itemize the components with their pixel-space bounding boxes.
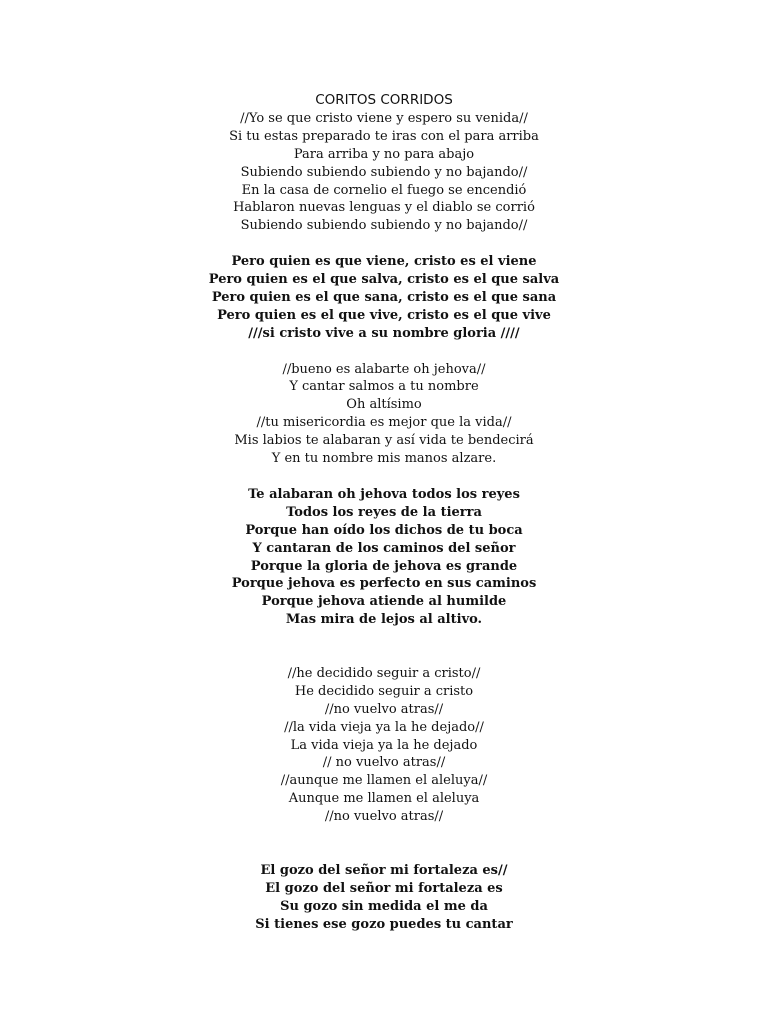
lyric-line: Mas mira de lejos al altivo. [285,612,483,628]
stanza-gap [0,235,768,253]
lyric-line: Y cantaran de los caminos del señor [252,540,516,556]
stanza-gap [0,468,768,486]
lyric-line: Porque jehova es perfecto en sus caminos [231,576,537,592]
lyric-line: Si tienes ese gozo puedes tu cantar [255,916,513,932]
lyric-line: Porque han oído los dichos de tu boca [245,522,523,538]
lyric-line: He decidido seguir a cristo [294,683,474,699]
lyric-line: El gozo del señor mi fortaleza es [265,880,503,896]
lyric-line: Porque la gloria de jehova es grande [250,558,518,574]
lyric-line: //aunque me llamen el aleluya// [280,773,488,789]
lyric-line: Mis labios te alabaran y así vida te bendecirá [234,433,534,449]
lyric-line: Y cantar salmos a tu nombre [289,379,479,395]
lyric-line: Pero quien es el que salva, cristo es el que salva [208,272,560,288]
document-page [0,92,768,934]
lyric-line: Subiendo subiendo subiendo y no bajando// [240,218,528,234]
stanza-gap [0,343,768,361]
lyric-line: Pero quien es el que vive, cristo es el que vive [217,307,551,323]
stanza-gap [0,826,768,862]
lyric-line: //he decidido seguir a cristo// [287,665,481,681]
lyric-line: //Yo se que cristo viene y espero su venida// [240,110,528,126]
lyric-line: Pero quien es el que sana, cristo es el que sana [211,289,557,305]
lyric-line: Oh altísimo [346,397,422,413]
stanza-6 [0,862,768,934]
lyric-line: //tu misericordia es mejor que la vida// [256,415,512,431]
lyric-line: ///si cristo vive a su nombre gloria //// [248,325,520,341]
stanza-5 [0,665,768,826]
lyric-line: Si tu estas preparado te iras con el para arriba [229,128,539,144]
lyric-line: Subiendo subiendo subiendo y no bajando// [240,164,528,180]
lyric-line: // no vuelvo atras// [322,755,446,771]
lyric-line: La vida vieja ya la he dejado [290,737,478,753]
stanza-2 [0,253,768,343]
lyric-line: Todos los reyes de la tierra [286,504,482,520]
document-title: CORITOS CORRIDOS [315,92,453,108]
stanza-1 [0,110,768,235]
lyric-line: //no vuelvo atras// [324,809,444,825]
stanza-3 [0,361,768,468]
lyric-line: Y en tu nombre mis manos alzare. [271,451,497,467]
stanza-gap [0,629,768,665]
lyric-line: Pero quien es que viene, cristo es el viene [231,254,537,270]
lyric-line: Aunque me llamen el aleluya [288,791,480,807]
lyric-line: Hablaron nuevas lenguas y el diablo se corrió [233,200,535,216]
stanza-4 [0,486,768,629]
lyric-line: //bueno es alabarte oh jehova// [282,361,486,377]
lyric-line: El gozo del señor mi fortaleza es// [260,862,508,878]
lyric-line: En la casa de cornelio el fuego se encendió [241,182,527,198]
lyric-line: Su gozo sin medida el me da [280,898,488,914]
lyric-line: Porque jehova atiende al humilde [261,594,507,610]
lyric-line: //no vuelvo atras// [324,701,444,717]
lyric-line: Te alabaran oh jehova todos los reyes [248,486,520,502]
lyric-line: Para arriba y no para abajo [293,146,475,162]
lyric-line: //la vida vieja ya la he dejado// [284,719,484,735]
